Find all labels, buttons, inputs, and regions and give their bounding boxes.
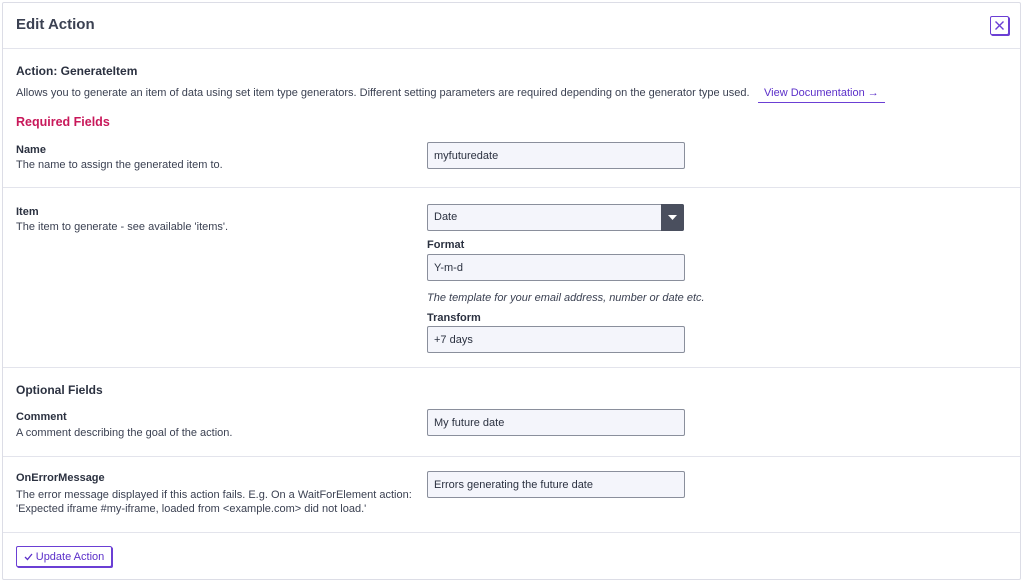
name-help: The name to assign the generated item to.: [16, 159, 223, 171]
divider: [3, 532, 1020, 533]
transform-input[interactable]: [427, 326, 685, 353]
modal-header: [3, 3, 1020, 49]
format-hint: The template for your email address, number or date etc.: [427, 292, 705, 304]
arrow-right-icon: →: [867, 87, 879, 99]
close-button[interactable]: [990, 16, 1009, 35]
divider: [3, 187, 1020, 188]
view-documentation-label: View Documentation: [764, 87, 865, 99]
update-action-button[interactable]: [16, 546, 112, 567]
optional-fields-title: Optional Fields: [16, 383, 103, 397]
on-error-input[interactable]: [427, 471, 685, 498]
transform-label: Transform: [427, 312, 481, 324]
update-action-label: Update Action: [35, 550, 105, 563]
view-documentation-link[interactable]: [758, 85, 885, 103]
close-icon: [994, 20, 1005, 31]
edit-action-modal: [2, 2, 1021, 580]
name-input[interactable]: [427, 142, 685, 169]
action-title: Action: GenerateItem: [16, 64, 138, 78]
divider: [3, 456, 1020, 457]
item-help: The item to generate - see available 'items'.: [16, 221, 229, 233]
modal-title: Edit Action: [16, 16, 95, 33]
comment-help: A comment describing the goal of the action.: [16, 427, 233, 439]
divider: [3, 367, 1020, 368]
on-error-help-line2: 'Expected iframe #my-iframe, loaded from <example.com> did not load.': [16, 503, 367, 515]
chevron-down-icon: [668, 215, 677, 220]
comment-input[interactable]: [427, 409, 685, 436]
format-label: Format: [427, 239, 465, 251]
action-description: Allows you to generate an item of data using set item type generators. Different setting parameters are required depending on the generator type used.: [16, 87, 750, 99]
on-error-help-line1: The error message displayed if this action fails. E.g. On a WaitForElement action:: [16, 489, 412, 501]
on-error-label: OnErrorMessage: [16, 472, 105, 484]
item-select[interactable]: [427, 204, 684, 231]
format-input[interactable]: [427, 254, 685, 281]
select-caret[interactable]: [661, 204, 684, 231]
required-fields-title: Required Fields: [16, 115, 110, 129]
item-label: Item: [16, 206, 39, 218]
check-icon: [24, 553, 33, 561]
name-label: Name: [16, 144, 46, 156]
item-select-value: Date: [434, 211, 458, 223]
comment-label: Comment: [16, 411, 67, 423]
